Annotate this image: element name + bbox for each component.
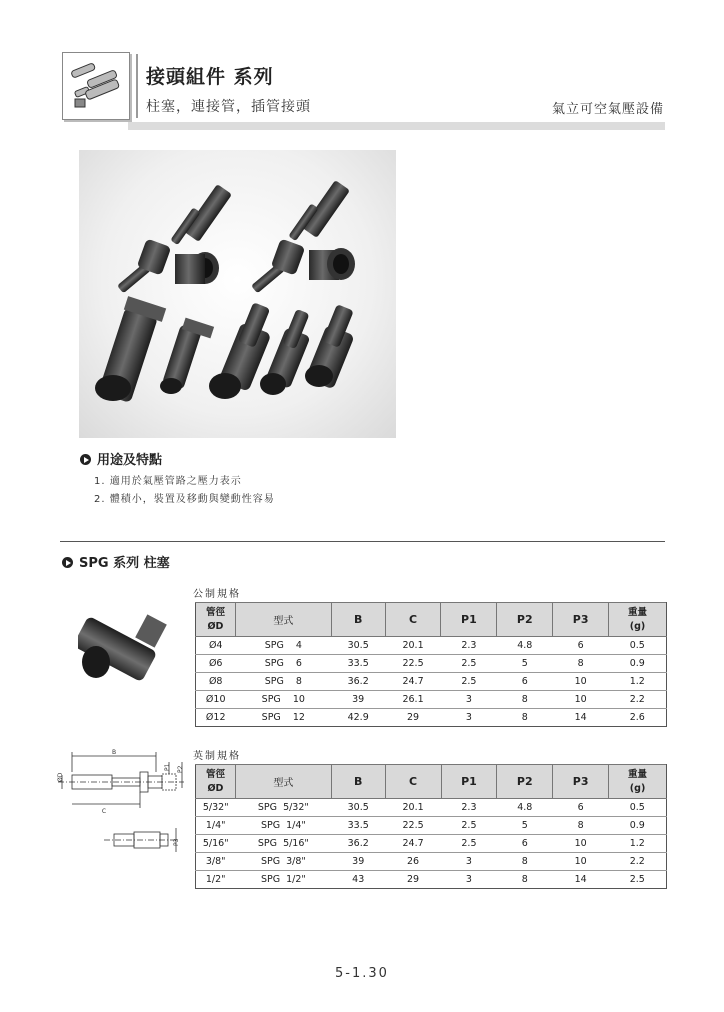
col-b: B [331,765,385,799]
product-photo [79,150,396,438]
table-cell: Ø6 [196,655,236,673]
table-row [196,709,667,727]
table-cell: 6 [553,637,609,655]
table-cell: 0.5 [609,799,667,817]
imperial-header-row [196,765,667,799]
table-row [196,817,667,835]
table-cell: 24.7 [385,835,441,853]
straight-connector-1 [170,184,232,245]
table-row [196,799,667,817]
col-weight: 重量 (g) [609,765,667,799]
table-cell: 5 [497,655,553,673]
table-cell: 26.1 [385,691,441,709]
table-cell: 3 [441,871,497,889]
table-cell: 2.2 [609,853,667,871]
dim-p3-label: P3 [173,838,180,846]
table-row [196,853,667,871]
spg-plug-image [78,600,178,690]
col-c: C [385,765,441,799]
table-cell: 10 [553,853,609,871]
table-cell: 39 [331,691,385,709]
feature-item-1: 1. 適用於氣壓管路之壓力表示 [94,476,242,487]
table-cell: 22.5 [385,817,441,835]
table-cell: SPG 5/32" [235,799,331,817]
company-name: 氣立可空氣壓設備 [551,102,664,117]
table-cell: 14 [553,871,609,889]
straight-connector-2 [288,180,350,241]
table-cell: 1.2 [609,835,667,853]
table-cell: 2.5 [441,673,497,691]
section-divider [60,541,665,542]
series-logo [62,52,130,120]
table-cell: SPG 8 [235,673,331,691]
fittings-photo-illustration [79,150,396,438]
table-cell: 2.5 [441,817,497,835]
plug-1 [95,296,166,403]
table-cell: 3 [441,709,497,727]
page-subtitle: 柱塞，連接管，插管接頭 [146,99,311,115]
table-cell: 36.2 [331,835,385,853]
header-divider [136,54,138,118]
col-p2: P2 [497,603,553,637]
features-heading-text: 用途及特點 [97,453,163,468]
table-cell: 20.1 [385,799,441,817]
table-cell: Ø8 [196,673,236,691]
table-cell: 0.9 [609,817,667,835]
dim-c-label: C [101,808,107,815]
header-bar [128,122,665,130]
table-cell: 22.5 [385,655,441,673]
col-p1: P1 [441,603,497,637]
table-row [196,871,667,889]
table-cell: 2.5 [441,835,497,853]
table-cell: 8 [497,691,553,709]
table-row [196,655,667,673]
table-cell: 5 [497,817,553,835]
table-cell: 42.9 [331,709,385,727]
page-title: 接頭組件 系列 [146,66,274,88]
table-cell: 3 [441,691,497,709]
table-cell: SPG 10 [235,691,331,709]
features-heading [80,449,162,468]
table-cell: SPG 1/4" [235,817,331,835]
col-c: C [385,603,441,637]
col-p1: P1 [441,765,497,799]
table-cell: 8 [553,655,609,673]
table-cell: 33.5 [331,817,385,835]
table-cell: 2.5 [609,871,667,889]
table-cell: 1.2 [609,673,667,691]
table-cell: 39 [331,853,385,871]
table-cell: 6 [497,835,553,853]
table-cell: 5/32" [196,799,236,817]
table-cell: SPG 5/16" [235,835,331,853]
table-cell: 1/4" [196,817,236,835]
col-p2: P2 [497,765,553,799]
col-weight: 重量 (g) [609,603,667,637]
tube-2 [260,309,311,395]
col-b: B [331,603,385,637]
table-cell: SPG 3/8" [235,853,331,871]
dim-p1-label: P1 [164,763,171,771]
table-cell: SPG 12 [235,709,331,727]
table-cell: 30.5 [331,637,385,655]
table-cell: 0.9 [609,655,667,673]
table-cell: 4.8 [497,799,553,817]
table-cell: 2.6 [609,709,667,727]
series-heading-text: SPG 系列 柱塞 [79,556,170,571]
bullet-arrow-icon [62,557,73,568]
table-cell: 8 [497,871,553,889]
table-cell: 36.2 [331,673,385,691]
table-cell: 4.8 [497,637,553,655]
metric-table [195,602,667,727]
bullet-arrow-icon [80,454,91,465]
feature-item-2: 2. 體積小，裝置及移動與變動性容易 [94,494,275,505]
col-model: 型式 [235,603,331,637]
imperial-table [195,764,667,889]
table-cell: 5/16" [196,835,236,853]
imperial-label: 英制規格 [193,751,241,762]
table-row [196,835,667,853]
dim-d-label: ØD [57,772,64,782]
table-cell: 6 [553,799,609,817]
dim-p2-label: P2 [177,765,184,773]
table-cell: 26 [385,853,441,871]
table-cell: SPG 4 [235,637,331,655]
table-cell: 3 [441,853,497,871]
table-cell: 2.3 [441,799,497,817]
table-cell: 2.5 [441,655,497,673]
col-tube: 管徑 ØD [196,603,236,637]
table-cell: 33.5 [331,655,385,673]
table-cell: 30.5 [331,799,385,817]
table-cell: 8 [497,709,553,727]
table-row [196,637,667,655]
col-p3: P3 [553,765,609,799]
table-cell: 20.1 [385,637,441,655]
col-p3: P3 [553,603,609,637]
tube-3 [305,304,355,389]
col-tube: 管徑 ØD [196,765,236,799]
table-cell: 14 [553,709,609,727]
table-row [196,691,667,709]
metric-header-row [196,603,667,637]
table-cell: Ø4 [196,637,236,655]
table-cell: 3/8" [196,853,236,871]
table-cell: 6 [497,673,553,691]
table-cell: 2.2 [609,691,667,709]
table-cell: 10 [553,673,609,691]
table-cell: SPG 1/2" [235,871,331,889]
fittings-logo-icon [63,53,129,119]
table-row [196,673,667,691]
table-cell: Ø12 [196,709,236,727]
metric-label: 公制規格 [193,589,241,600]
table-cell: 24.7 [385,673,441,691]
table-cell: 29 [385,709,441,727]
dimension-drawing [54,748,190,868]
col-model: 型式 [235,765,331,799]
plug-2 [160,318,214,394]
table-cell: 43 [331,871,385,889]
table-cell: 10 [553,835,609,853]
elbow-connector-1 [117,238,219,293]
table-cell: 8 [553,817,609,835]
table-cell: SPG 6 [235,655,331,673]
table-cell: 8 [497,853,553,871]
table-cell: 2.3 [441,637,497,655]
table-cell: Ø10 [196,691,236,709]
page-number: 5-1.30 [335,966,389,981]
elbow-connector-2 [251,238,355,293]
table-cell: 10 [553,691,609,709]
series-heading [62,552,170,571]
table-cell: 29 [385,871,441,889]
table-cell: 1/2" [196,871,236,889]
dim-b-label: B [111,749,117,756]
table-cell: 0.5 [609,637,667,655]
